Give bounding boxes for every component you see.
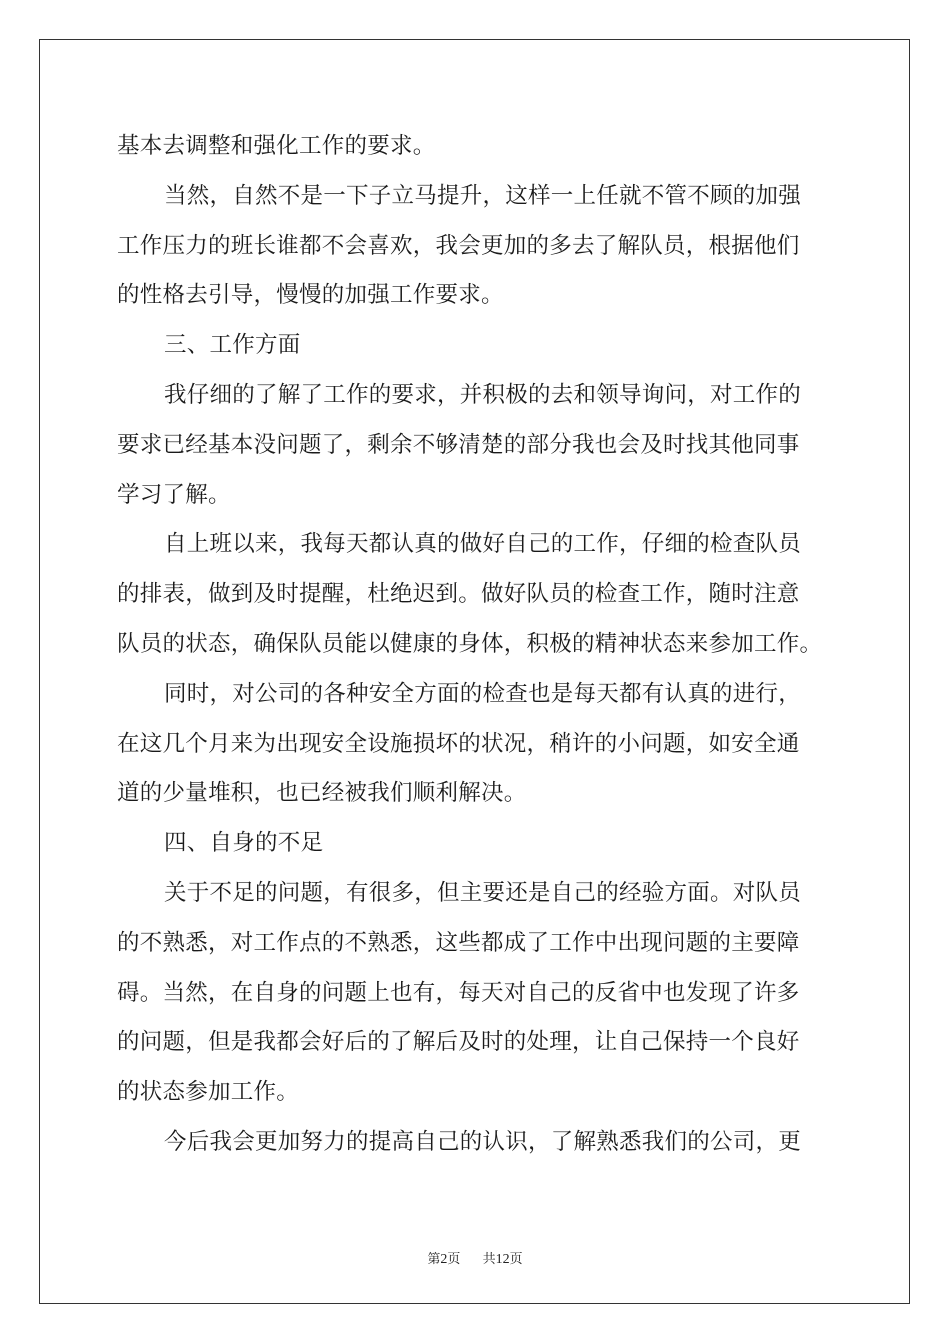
text-line: 要求已经基本没问题了，剩余不够清楚的部分我也会及时找其他同事 <box>117 431 800 458</box>
text-line: 碍。当然，在自身的问题上也有，每天对自己的反省中也发现了许多 <box>117 979 800 1006</box>
text-line: 道的少量堆积，也已经被我们顺利解决。 <box>117 780 527 807</box>
paragraph-start: 自上班以来，我每天都认真的做好自己的工作，仔细的检查队员 <box>164 531 802 558</box>
text-line: 基本去调整和强化工作的要求。 <box>117 133 436 159</box>
page-number-label: 第2页 <box>427 1252 461 1267</box>
text-line: 在这几个月来为出现安全设施损坏的状况，稍许的小问题，如安全通 <box>117 730 800 757</box>
paragraph-start: 关于不足的问题，有很多，但主要还是自己的经验方面。对队员 <box>164 879 802 906</box>
text-line: 的排表，做到及时提醒，杜绝迟到。做好队员的检查工作，随时注意 <box>117 581 800 608</box>
paragraph-start: 今后我会更加努力的提高自己的认识，了解熟悉我们的公司，更 <box>164 1128 802 1155</box>
paragraph-start: 同时，对公司的各种安全方面的检查也是每天都有认真的进行， <box>164 680 802 707</box>
paragraph-start: 当然，自然不是一下子立马提升，这样一上任就不管不顾的加强 <box>164 182 802 209</box>
section-heading: 四、自身的不足 <box>164 830 324 857</box>
section-heading: 三、工作方面 <box>164 332 301 359</box>
text-line: 工作压力的班长谁都不会喜欢，我会更加的多去了解队员，根据他们 <box>117 232 800 259</box>
text-line: 学习了解。 <box>117 481 231 508</box>
text-line: 的问题，但是我都会好后的了解后及时的处理，让自己保持一个良好 <box>117 1029 800 1056</box>
text-line: 队员的状态，确保队员能以健康的身体，积极的精神状态来参加工作。 <box>117 630 823 657</box>
text-line: 的状态参加工作。 <box>117 1079 300 1106</box>
text-line: 的性格去引导，慢慢的加强工作要求。 <box>117 282 504 309</box>
total-pages-label: 共12页 <box>482 1252 523 1267</box>
document-body <box>117 122 837 1168</box>
total-page-number: 12 <box>495 1252 510 1267</box>
page-footer <box>0 1248 950 1268</box>
current-page-number: 2 <box>440 1252 448 1267</box>
paragraph-start: 我仔细的了解了工作的要求，并积极的去和领导询问，对工作的 <box>164 381 802 408</box>
text-line: 的不熟悉，对工作点的不熟悉，这些都成了工作中出现问题的主要障 <box>117 929 800 956</box>
